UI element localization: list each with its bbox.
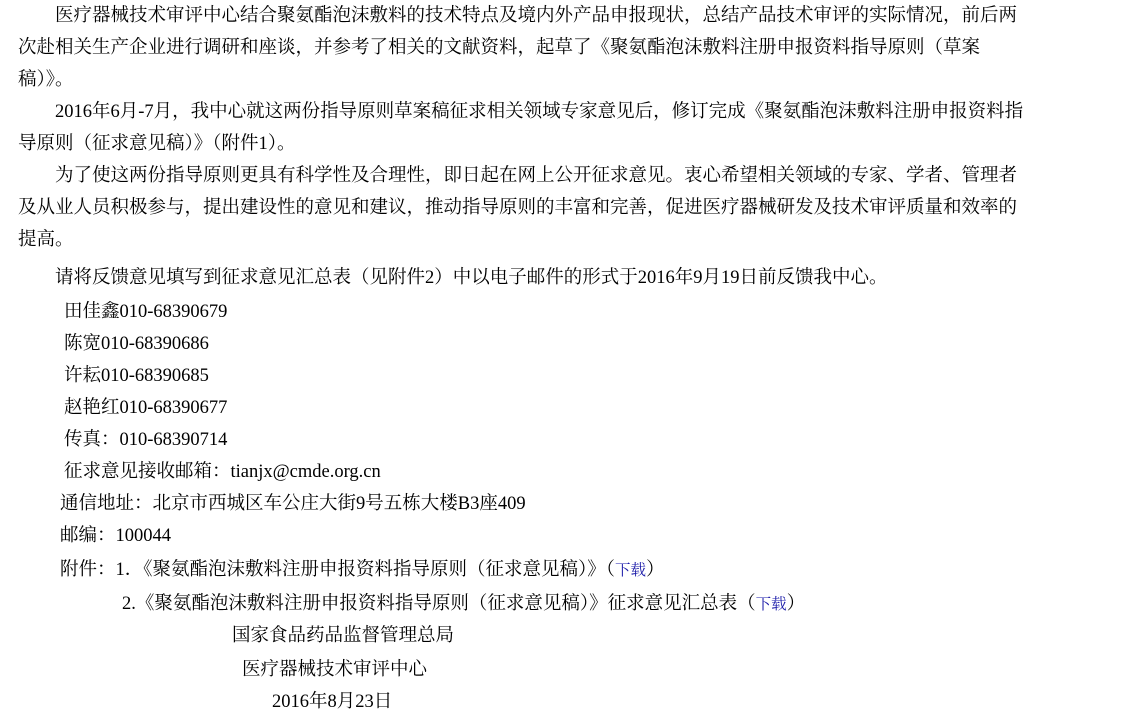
mailing-address: 通信地址：北京市西城区车公庄大街9号五栋大楼B3座409 [60,494,526,514]
paragraph-3-line-3: 提高。 [18,230,74,250]
attachment-2-download-link[interactable]: 下载 [755,596,787,613]
contact-chen: 陈宽010-68390686 [64,334,209,354]
attachment-2-close: ） [786,594,806,614]
attachment-1-close: ） [646,560,665,580]
paragraph-2-line-1: 2016年6月-7月，我中心就这两份指导原则草案稿征求相关领域专家意见后，修订完成《聚氨酯泡沫敷料注册申报资料指 [18,102,1024,122]
attachment-1-text: 附件：1．《聚氨酯泡沫敷料注册申报资料指导原则（征求意见稿）》（ [60,560,616,580]
postcode: 邮编：100044 [60,526,172,546]
paragraph-1-line-1: 医疗器械技术审评中心结合聚氨酯泡沫敷料的技术特点及境内外产品申报现状，总结产品技术审评的实际情况，前后两 [18,6,1018,26]
paragraph-1-line-3: 稿）》。 [18,70,74,90]
attachment-2-text: 2.《聚氨酯泡沫敷料注册申报资料指导原则（征求意见稿）》征求意见汇总表（ [122,594,756,614]
attachment-1-download-link[interactable]: 下载 [615,562,647,579]
paragraph-3-line-1: 为了使这两份指导原则更具有科学性及合理性，即日起在网上公开征求意见。衷心希望相关领域的专家、学者、管理者 [18,166,1018,186]
attachment-1 [60,554,665,587]
contact-tian: 田佳鑫010-68390679 [64,302,228,322]
contact-xu: 许耘010-68390685 [64,366,209,386]
attachment-2 [122,588,805,621]
contact-fax: 传真：010-68390714 [64,430,228,450]
paragraph-1-line-2: 次赴相关生产企业进行调研和座谈，并参考了相关的文献资料，起草了《聚氨酯泡沫敷料注册申报资料指导原则（草案 [18,38,981,58]
paragraph-2-line-2: 导原则（征求意见稿）》（附件1）。 [18,134,296,154]
signature-date: 2016年8月23日 [272,692,393,712]
paragraph-3-line-2: 及从业人员积极参与，提出建设性的意见和建议，推动指导原则的丰富和完善，促进医疗器械研发及技术审评质量和效率的 [18,198,1018,218]
contact-zhao: 赵艳红010-68390677 [64,398,228,418]
contact-email: 征求意见接收邮箱：tianjx@cmde.org.cn [64,462,381,482]
signature-agency: 国家食品药品监督管理总局 [232,626,455,646]
paragraph-4-feedback: 请将反馈意见填写到征求意见汇总表（见附件2）中以电子邮件的形式于2016年9月19日前反馈我中心。 [18,268,888,288]
signature-center: 医疗器械技术审评中心 [242,660,428,680]
